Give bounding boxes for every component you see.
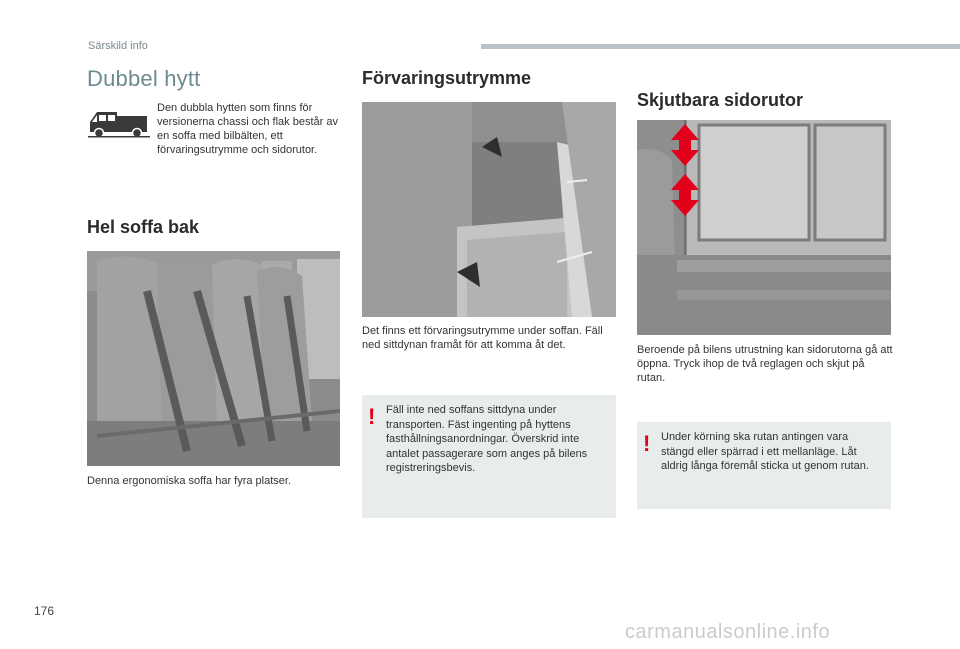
page-number: 176: [34, 604, 55, 618]
windows-warning-box: [637, 422, 891, 509]
bench-caption: Denna ergonomiska soffa har fyra platser.: [87, 475, 292, 487]
warning-icon: !: [368, 404, 376, 429]
storage-caption: Det finns ett förvaringsutrymme under soffan. Fäll ned sittdynan framåt för att komma åt det.: [362, 325, 603, 351]
bench-section-title: Hel soffa bak: [87, 217, 200, 237]
windows-section-title: Skjutbara sidorutor: [637, 90, 804, 110]
page-title: Dubbel hytt: [87, 66, 201, 91]
slide-arrows-icon: [669, 122, 701, 218]
rear-bench-photo: [87, 251, 340, 466]
watermark: carmanualsonline.info: [625, 621, 831, 643]
header-bar: [481, 44, 960, 49]
storage-warning-box: [362, 395, 616, 518]
storage-photo: [362, 102, 616, 317]
warning-icon: !: [643, 431, 651, 456]
section-label: Särskild info: [88, 40, 148, 52]
windows-warning-text: Under körning ska rutan antingen vara stängd eller spärrad i ett mellanläge. Låt aldrig långa föremål sticka ut genom rutan.: [661, 431, 869, 472]
storage-warning-text: Fäll inte ned soffans sittdyna under transporten. Fäst ingenting på hyttens fasthållningsanordningar. Överskrid inte antalet passagerare som anges på bilens registreringsbevis.: [386, 404, 588, 474]
intro-text: Den dubbla hytten som finns för versionerna chassi och flak består av en soffa med bilbälten, ett förvaringsutrymme och sidorutor.: [157, 102, 338, 156]
storage-section-title: Förvaringsutrymme: [362, 68, 532, 88]
windows-caption: Beroende på bilens utrustning kan sidorutorna gå att öppna. Tryck ihop de två reglagen och skjut på rutan.: [637, 344, 893, 384]
double-cab-truck-icon: [87, 104, 151, 140]
